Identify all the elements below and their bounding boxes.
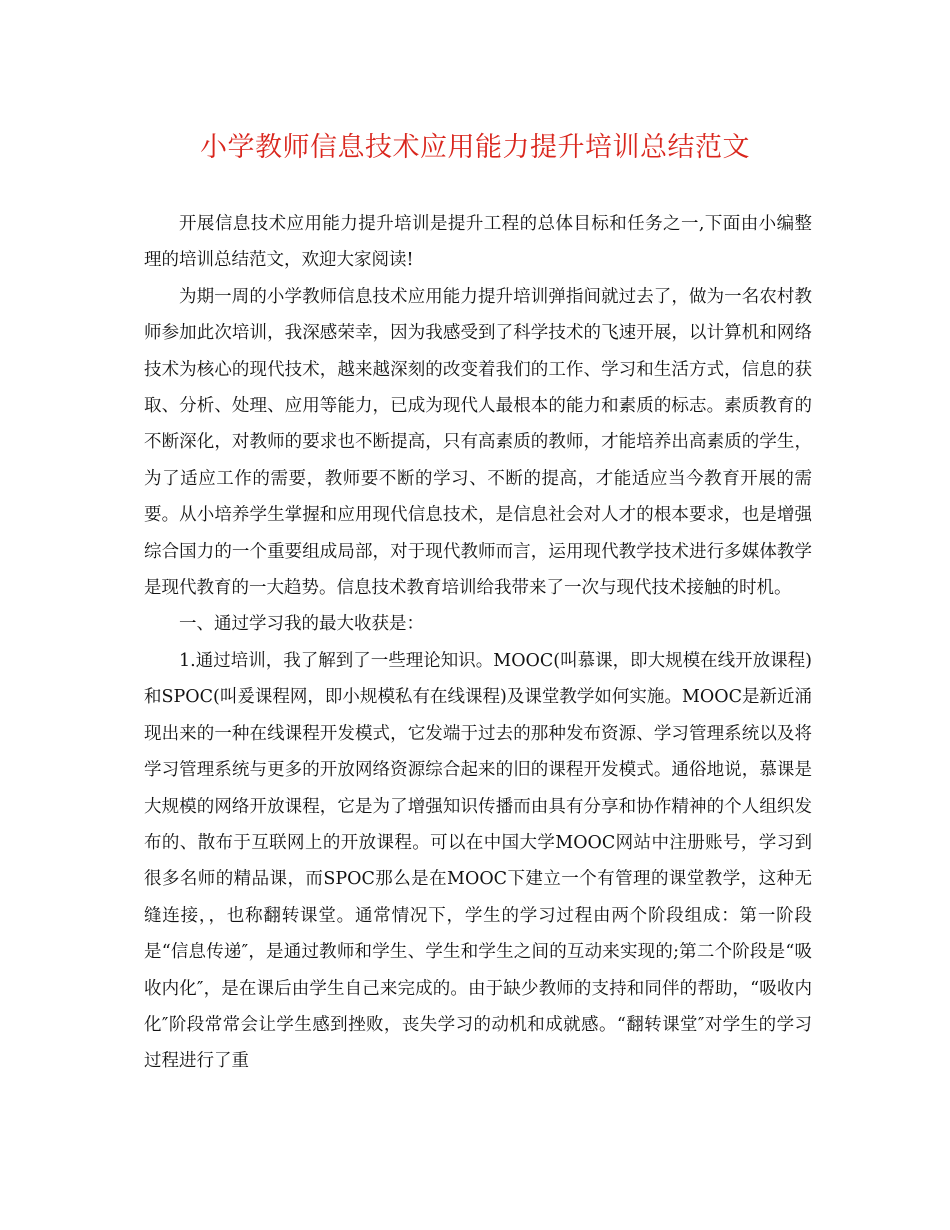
document-body — [144, 206, 812, 1080]
paragraph-overview: 为期一周的小学教师信息技术应用能力提升培训弹指间就过去了，做为一名农村教师参加此次培训，我深感荣幸，因为我感受到了科学技术的飞速开展，以计算机和网络技术为核心的现代技术，越来越深刻的改变着我们的工作、学习和生活方式，信息的获取、分析、处理、应用等能力，已成为现代人最根本的能力和素质的标志。素质教育的不断深化，对教师的要求也不断提高，只有高素质的教师，才能培养出高素质的学生，为了适应工作的需要，教师要不断的学习、不断的提高，才能适应当今教育开展的需要。从小培养学生掌握和应用现代信息技术，是信息社会对人才的根本要求，也是增强综合国力的一个重要组成局部，对于现代教师而言，运用现代教学技术进行多媒体教学是现代教育的一大趋势。信息技术教育培训给我带来了一次与现代技术接触的时机。 — [144, 286, 812, 599]
paragraph-intro: 开展信息技术应用能力提升培训是提升工程的总体目标和任务之一,下面由小编整理的培训总结范文，欢迎大家阅读! — [144, 214, 812, 271]
document-title: 小学教师信息技术应用能力提升培训总结范文 — [200, 132, 750, 163]
paragraph-section-heading: 一、通过学习我的最大收获是： — [179, 614, 424, 635]
paragraph-point-one: 1.通过培训，我了解到了一些理论知识。MOOC(叫慕课，即大规模在线开放课程)和SPOC(叫爰课程网，即小规模私有在线课程)及课堂教学如何实施。MOOC是新近涌现出来的一种在线课程开发模式，它发端于过去的那种发布资源、学习管理系统以及将学习管理系统与更多的开放网络资源综合起来的旧的课程开发模式。通俗地说，慕课是大规模的网络开放课程，它是为了增强知识传播而由具有分享和协作精神的个人组织发布的、散布于互联网上的开放课程。可以在中国大学MOOC网站中注册账号，学习到很多名师的精品课，而SPOC那么是在MOOC下建立一个有管理的课堂教学，这种无缝连接，，也称翻转课堂。通常情况下，学生的学习过程由两个阶段组成：第一阶段是“信息传递″，是通过教师和学生、学生和学生之间的互动来实现的;第二个阶段是“吸收内化″，是在课后由学生自己来完成的。由于缺少教师的支持和同伴的帮助，“吸收内化″阶段常常会让学生感到挫败，丧失学习的动机和成就感。“翻转课堂″对学生的学习过程进行了重 — [144, 650, 812, 1072]
